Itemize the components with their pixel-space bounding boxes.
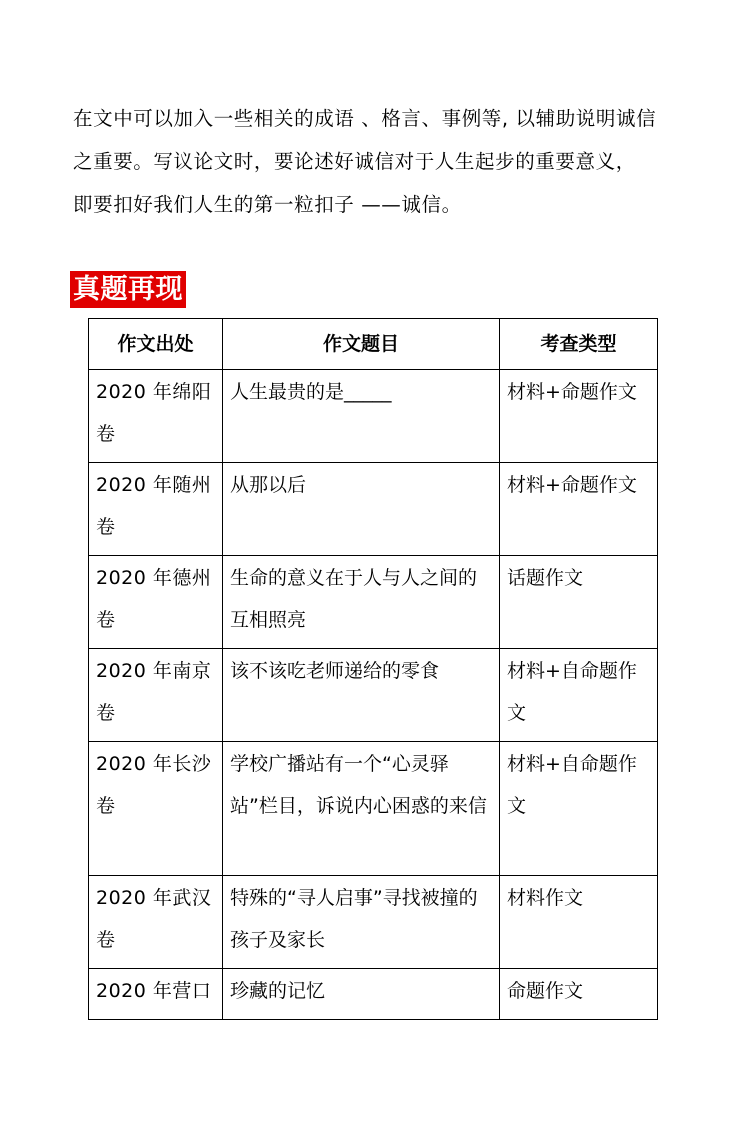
cell-source: 2020 年武汉卷 <box>89 876 223 969</box>
cell-source: 2020 年绵阳卷 <box>89 370 223 463</box>
table-row <box>89 969 658 1020</box>
cell-title: 从那以后 <box>223 463 500 556</box>
intro-line: 在文中可以加入一些相关的成语 、格言、事例等, 以辅助说明诚信 <box>73 107 657 130</box>
cell-type: 材料+自命题作文 <box>500 742 658 876</box>
cell-type: 话题作文 <box>500 556 658 649</box>
cell-type: 材料作文 <box>500 876 658 969</box>
intro-line: 之重要。写议论文时，要论述好诚信对于人生起步的重要意义， <box>73 150 636 173</box>
cell-type: 材料+命题作文 <box>500 463 658 556</box>
table-header-row <box>89 319 658 370</box>
cell-title: 学校广播站有一个“心灵驿站”栏目，诉说内心困惑的来信 <box>223 742 500 876</box>
table-row <box>89 876 658 969</box>
table-row <box>89 742 658 876</box>
table-row <box>89 370 658 463</box>
header-type: 考查类型 <box>500 319 658 370</box>
cell-title: 该不该吃老师递给的零食 <box>223 649 500 742</box>
cell-title: 生命的意义在于人与人之间的互相照亮 <box>223 556 500 649</box>
table-row <box>89 463 658 556</box>
cell-source: 2020 年长沙卷 <box>89 742 223 876</box>
table-row <box>89 556 658 649</box>
exam-table <box>88 318 658 1020</box>
cell-title: 人生最贵的是_____ <box>223 370 500 463</box>
header-title: 作文题目 <box>223 319 500 370</box>
table-row <box>89 649 658 742</box>
cell-title: 珍藏的记忆 <box>223 969 500 1020</box>
cell-source: 2020 年德州卷 <box>89 556 223 649</box>
cell-type: 命题作文 <box>500 969 658 1020</box>
cell-source: 2020 年南京卷 <box>89 649 223 742</box>
intro-line: 即要扣好我们人生的第一粒扣子 ——诚信。 <box>73 193 462 216</box>
section-title: 真题再现 <box>70 271 186 308</box>
intro-paragraph <box>73 97 683 226</box>
cell-title: 特殊的“寻人启事”寻找被撞的孩子及家长 <box>223 876 500 969</box>
header-source: 作文出处 <box>89 319 223 370</box>
cell-source: 2020 年营口 <box>89 969 223 1020</box>
cell-type: 材料+自命题作文 <box>500 649 658 742</box>
cell-type: 材料+命题作文 <box>500 370 658 463</box>
cell-source: 2020 年随州卷 <box>89 463 223 556</box>
